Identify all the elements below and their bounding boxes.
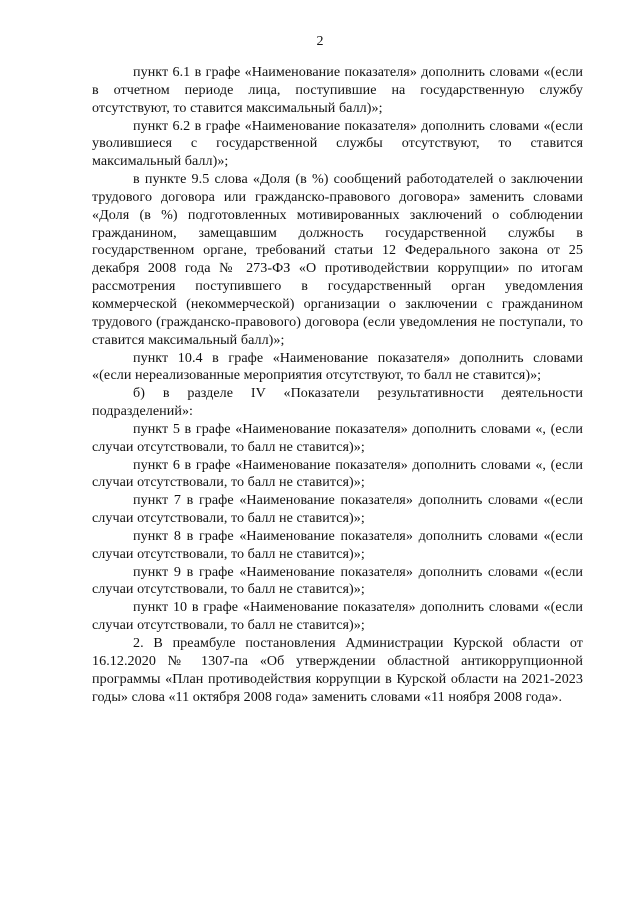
paragraph-item-10-4: пункт 10.4 в графе «Наименование показателя» дополнить словами «(если нереализованные мероприятия отсутствуют, то балл не ставится)»; <box>92 349 583 384</box>
paragraph-item-6-1: пункт 6.1 в графе «Наименование показателя» дополнить словами «(если в отчетном периоде лица, поступившие на государственную службу отсутствуют, то ставится максимальный балл)»; <box>92 64 583 116</box>
paragraph-item-5: пункт 5 в графе «Наименование показателя» дополнить словами «, (если случаи отсутствовали, то балл не ставится)»; <box>92 420 583 455</box>
paragraph-item-6-2: пункт 6.2 в графе «Наименование показателя» дополнить словами «(если уволившиеся с государственной службы отсутствуют, то ставится максимальный балл)»; <box>92 117 583 170</box>
document-body <box>92 64 583 706</box>
paragraph-item-9: пункт 9 в графе «Наименование показателя» дополнить словами «(если случаи отсутствовали, то балл не ставится)»; <box>92 563 583 598</box>
paragraph-item-7: пункт 7 в графе «Наименование показателя» дополнить словами «(если случаи отсутствовали, то балл не ставится)»; <box>92 492 583 527</box>
paragraph-item-9-5: в пункте 9.5 слова «Доля (в %) сообщений работодателей о заключении трудового договора или гражданско-правового договора» заменить словами «Доля (в %) подготовленных мотивированных заключений о соблюдении гражданином, замещавшим должность государственной службы в государственном органе, требований статьи 12 Федерального закона от 25 декабря 2008 года № 273-ФЗ «О противодействии коррупции» по итогам рассмотрения поступившего в государственный орган уведомления коммерческой (некоммерческой) организации о заключении с гражданином трудового (гражданско-правового) договора (если уведомления не поступали, то ставится максимальный балл)»; <box>92 171 583 348</box>
paragraph-item-8: пункт 8 в графе «Наименование показателя» дополнить словами «(если случаи отсутствовали, то балл не ставится)»; <box>92 527 583 562</box>
page-number: 2 <box>316 34 324 49</box>
paragraph-point-2: 2. В преамбуле постановления Администрации Курской области от 16.12.2020 № 1307-па «Об утверждении областной антикоррупционной программы «План противодействия коррупции в Курской области на 2021-2023 годы» слова «11 октября 2008 года» заменить словами «11 ноября 2008 года». <box>92 635 583 705</box>
paragraph-item-6: пункт 6 в графе «Наименование показателя» дополнить словами «, (если случаи отсутствовали, то балл не ставится)»; <box>92 456 583 491</box>
paragraph-section-iv: б) в разделе IV «Показатели результативности деятельности подразделений»: <box>92 385 583 420</box>
paragraph-item-10: пункт 10 в графе «Наименование показателя» дополнить словами «(если случаи отсутствовали, то балл не ставится)»; <box>92 599 583 634</box>
